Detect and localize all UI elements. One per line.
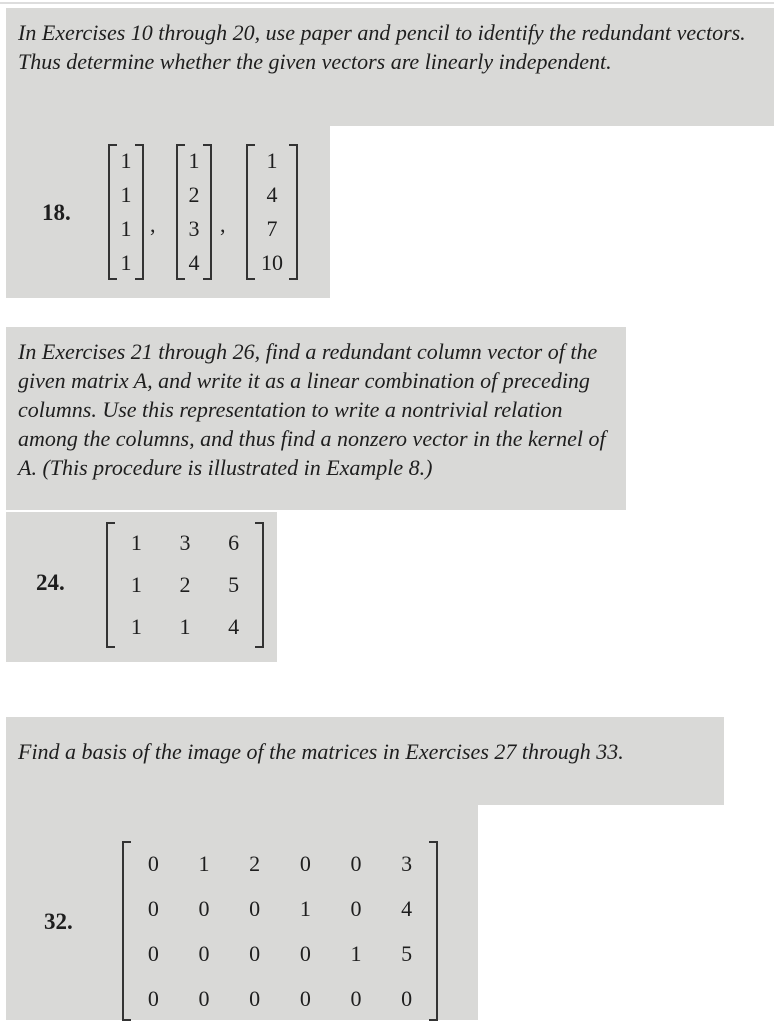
vector-entry: 4: [266, 182, 278, 207]
separator: ,: [150, 212, 156, 237]
vector-entry: 1: [120, 148, 132, 173]
vector-2: [176, 144, 212, 280]
vector-entry: 1: [120, 216, 132, 241]
matrix-entry: 1: [130, 530, 142, 555]
matrix-entry: 0: [350, 986, 362, 1011]
matrix-entry: 0: [350, 896, 362, 921]
matrix-entry: 4: [401, 896, 413, 921]
matrix-entry: 4: [228, 614, 240, 639]
matrix-entry: 2: [249, 851, 261, 876]
matrix-entry: 0: [147, 986, 159, 1011]
exercise-32: [6, 805, 478, 1020]
vector-entry: 10: [261, 250, 283, 275]
exercise-18: [6, 126, 330, 298]
vector-entry: 1: [120, 182, 132, 207]
vector-1: [108, 144, 144, 280]
matrix-entry: 1: [130, 572, 142, 597]
vector-entry: 4: [188, 250, 200, 275]
top-divider: [0, 2, 774, 4]
vector-entry: 1: [266, 148, 278, 173]
matrix-entry: 0: [249, 986, 261, 1011]
instructions-10-20: In Exercises 10 through 20, use paper and pencil to identify the redundant vectors. Thus determine whether the given vectors are linearly independent.: [6, 8, 774, 126]
matrix: [122, 841, 438, 1021]
exercise-24: [6, 512, 277, 662]
matrix-A: [106, 522, 264, 648]
matrix-entry: 0: [198, 986, 210, 1011]
separator: ,: [220, 212, 226, 237]
matrix-entry: 0: [299, 986, 311, 1011]
instructions-27-33: Find a basis of the image of the matrices in Exercises 27 through 33.: [6, 717, 724, 805]
instructions-21-26: In Exercises 21 through 26, find a redundant column vector of the given matrix A, and write it as a linear combination of preceding columns. Use this representation to write a nontrivial relation among the columns, and thus find a nonzero vector in the kernel of A. (This procedure is illustrated in Example 8.): [6, 327, 626, 510]
matrix-entry: 0: [350, 851, 362, 876]
matrix-entry: 0: [249, 896, 261, 921]
vector-entry: 1: [188, 148, 200, 173]
exercise-number: 24.: [36, 570, 65, 595]
matrix-entry: 0: [147, 896, 159, 921]
matrix-entry: 0: [249, 941, 261, 966]
exercise-number: 32.: [44, 909, 73, 934]
vector-entry: 3: [188, 216, 200, 241]
matrix-entry: 0: [299, 851, 311, 876]
matrix-entry: 1: [198, 851, 210, 876]
vector-entry: 1: [120, 250, 132, 275]
matrix-entry: 6: [228, 530, 240, 555]
vector-entry: 7: [266, 216, 278, 241]
matrix-entry: 5: [228, 572, 240, 597]
matrix-entry: 1: [130, 614, 142, 639]
matrix-entry: 3: [401, 851, 413, 876]
matrix-entry: 2: [179, 572, 191, 597]
matrix-entry: 0: [401, 986, 413, 1011]
matrix-entry: 0: [147, 941, 159, 966]
matrix-entry: 0: [198, 941, 210, 966]
matrix-entry: 1: [350, 941, 362, 966]
matrix-entry: 3: [179, 530, 191, 555]
matrix-entry: 0: [299, 941, 311, 966]
matrix-entry: 5: [401, 941, 413, 966]
exercise-number: 18.: [42, 200, 71, 225]
matrix-entry: 1: [179, 614, 191, 639]
matrix-entry: 0: [198, 896, 210, 921]
vector-3: [246, 144, 298, 280]
matrix-entry: 0: [147, 851, 159, 876]
matrix-entry: 1: [299, 896, 311, 921]
vector-entry: 2: [188, 182, 200, 207]
